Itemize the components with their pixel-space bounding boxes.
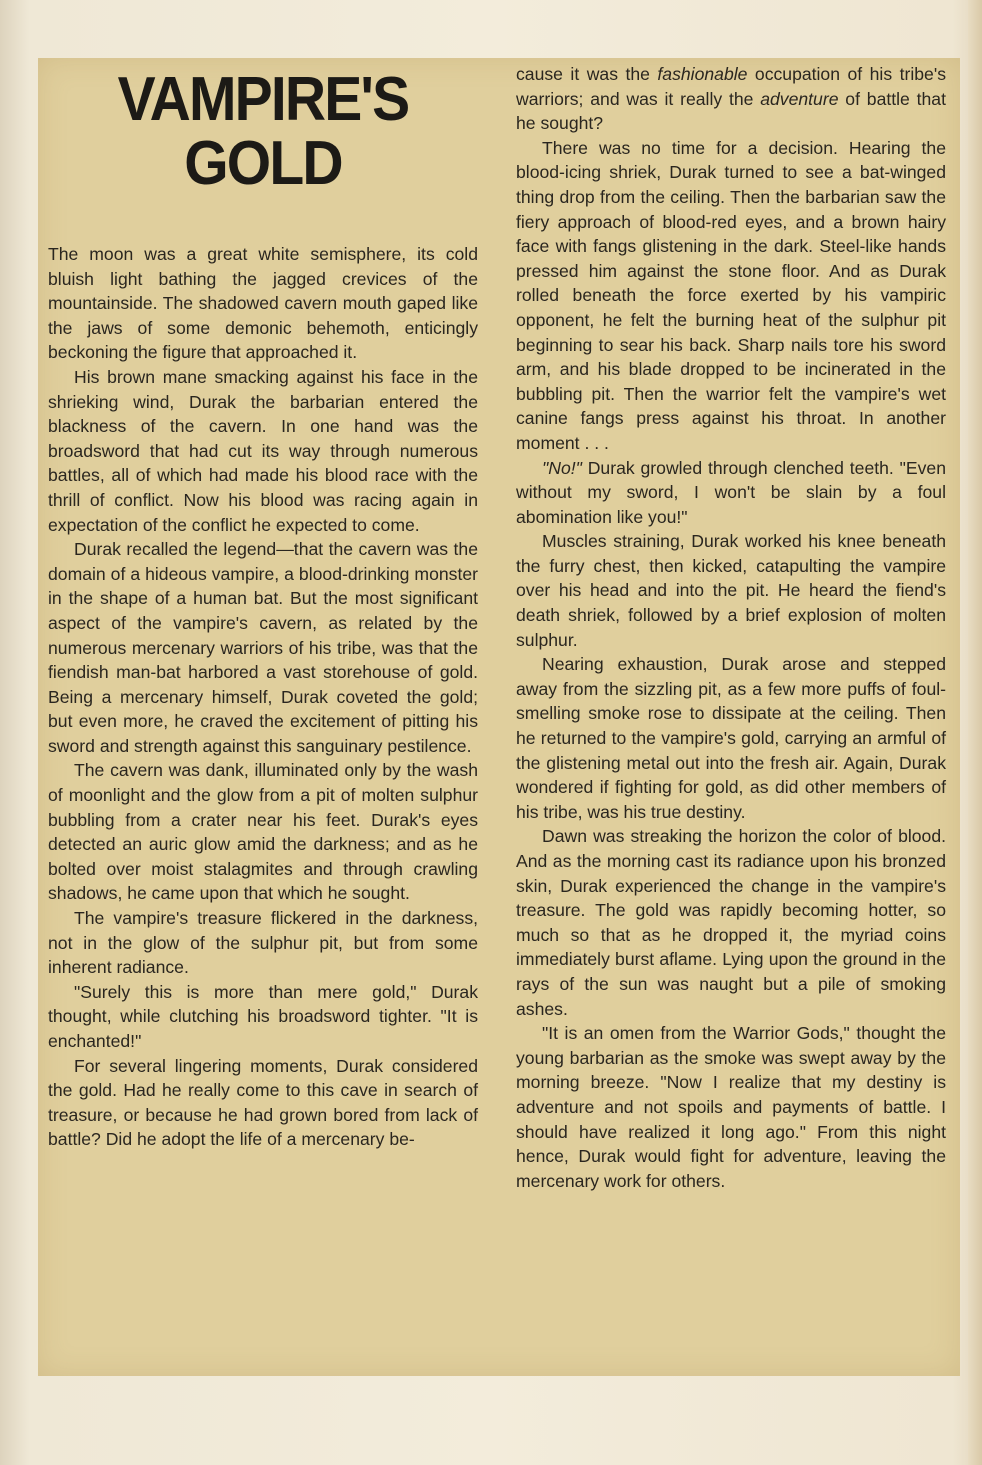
page-edge [968,0,982,1465]
title-line-1: VAMPIRE'S [117,65,409,134]
text-run: Durak growled through clenched teeth. "Even without my sword, I won't be slain by a foul abomination like you!" [516,457,946,527]
paragraph: The cavern was dank, illuminated only by the wash of moonlight and the glow from a pit of molten sulphur bubbling from a crater near his feet. Durak's eyes detected an auric glow amid the darkness; and as he bolted over moist stalagmites and through crawling shadows, he came upon that which he sought. [48,760,478,904]
emphasis: "No!" [542,457,582,478]
paragraph [516,456,946,530]
paragraph: The vampire's treasure flickered in the darkness, not in the glow of the sulphur pit, but from some inherent radiance. [48,908,478,978]
left-column [48,58,478,1152]
story-title [65,65,461,198]
paragraph: Durak recalled the legend—that the cavern was the domain of a hideous vampire, a blood-drinking monster in the shape of a human bat. But the most significant aspect of the vampire's cavern, as related by the numerous mercenary warriors of his tribe, was that the fiendish man-bat harbored a vast storehouse of gold. Being a mercenary himself, Durak coveted the gold; but even more, he craved the excitement of pitting his sword and strength against this sanguinary pestilence. [48,539,478,756]
paragraph: There was no time for a decision. Hearing the blood-icing shriek, Durak turned to see a bat-winged thing drop from the ceiling. Then the barbarian saw the fiery approach of blood-red eyes, and a brown hairy face with fangs glistening in the dark. Steel-like hands pressed him against the stone floor. And as Durak rolled beneath the force exerted by his vampiric opponent, he felt the burning heat of the sulphur pit beginning to sear his back. Sharp nails tore his sword arm, and his blade dropped to be incinerated in the bubbling pit. Then the warrior felt the vampire's wet canine fangs press against his throat. In another moment . . . [516,137,946,453]
paragraph: His brown mane smacking against his face in the shrieking wind, Durak the barbarian entered the blackness of the cavern. In one hand was the broadsword that had cut its way through numerous battles, all of which had made his blood race with the thrill of conflict. Now his blood was racing again in expectation of the conflict he expected to come. [48,366,478,535]
emphasis: fashionable [657,64,748,84]
paragraph: "Surely this is more than mere gold," Durak thought, while clutching his broadsword tighter. "It is enchanted!" [48,981,478,1051]
paragraph: Dawn was streaking the horizon the color of blood. And as the morning cast its radiance upon his bronzed skin, Durak experienced the change in the vampire's treasure. The gold was rapidly becoming hotter, so much so that as he dropped it, the myriad coins immediately burst aflame. Lying upon the ground in the rays of the sun was naught but a pile of smoking ashes. [516,826,946,1019]
right-column [516,62,946,1193]
paragraph-continued [516,62,946,136]
title-spacer [48,196,478,242]
paragraph: Muscles straining, Durak worked his knee beneath the furry chest, then kicked, catapulting the vampire over his head and into the pit. He heard the fiend's death shriek, followed by a brief explosion of molten sulphur. [516,531,946,650]
text-run: of battle that he sought? [516,88,946,134]
text-run: cause it was the [516,64,658,84]
text-run: occupation of his tribe's warriors; and was it really the [516,64,946,109]
paragraph: "It is an omen from the Warrior Gods," thought the young barbarian as the smoke was swept away by the morning breeze. "Now I realize that my destiny is adventure and not spoils and payments of battle. I should have realized it long ago." From this night hence, Durak would fight for adventure, leaving the mercenary work for others. [516,1023,946,1191]
paragraph: The moon was a great white semisphere, its cold bluish light bathing the jagged crevices of the mountainside. The shadowed cavern mouth gaped like the jaws of some demonic behemoth, enticingly beckoning the figure that approached it. [48,244,478,363]
paragraph: For several lingering moments, Durak considered the gold. Had he really come to this cave in search of treasure, or because he had grown bored from lack of battle? Did he adopt the life of a mercenary be- [48,1055,478,1150]
paragraph: Nearing exhaustion, Durak arose and stepped away from the sizzling pit, as a few more puffs of foul-smelling smoke rose to dissipate at the ceiling. Then he returned to the vampire's gold, carrying an armful of the glistening metal out into the fresh air. Again, Durak wondered if fighting for gold, as did other members of his tribe, was his true destiny. [516,654,946,822]
emphasis: adventure [760,88,839,109]
story-panel [38,58,960,1376]
title-line-2: GOLD [184,129,342,198]
